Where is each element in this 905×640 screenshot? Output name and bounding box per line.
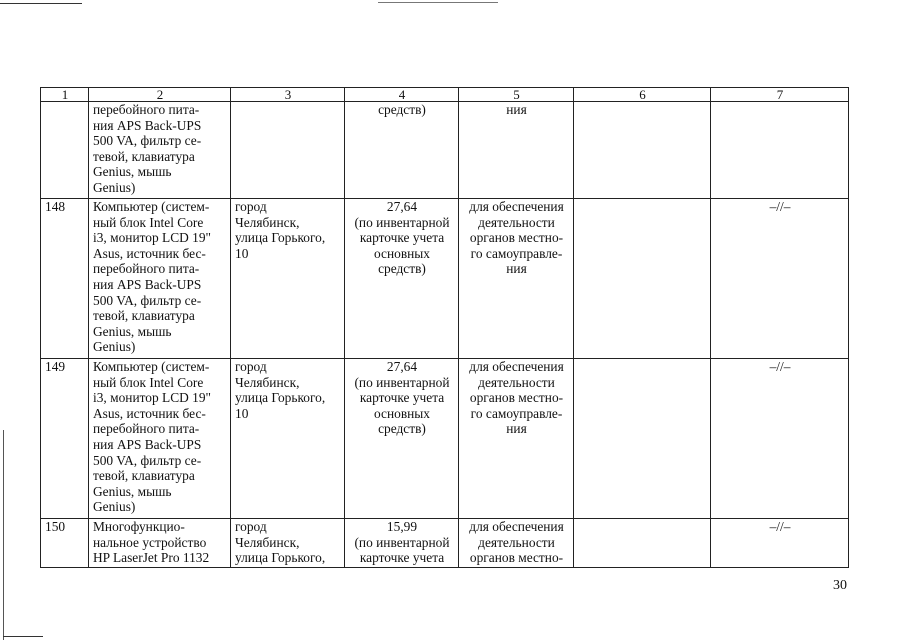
property-name-cell-line: Компьютер (систем-: [93, 199, 210, 214]
column-header: 2: [89, 88, 231, 102]
property-name-cell-line: Компьютер (систем-: [93, 359, 210, 374]
property-name-cell-line: i3, монитор LCD 19": [93, 390, 212, 406]
cost-cell-line: (по инвентарной: [354, 534, 450, 550]
table-row: [41, 359, 849, 519]
address-cell-line: 10: [235, 405, 249, 421]
cost-cell-line: 15,99: [386, 519, 418, 534]
purpose-cell-line: деятельности: [478, 374, 555, 390]
property-name-cell-line: Многофункцио-: [93, 519, 185, 534]
property-name-cell-line: ния APS Back-UPS: [93, 436, 202, 452]
address-cell-line: город: [235, 519, 267, 534]
property-name-cell: [89, 359, 231, 519]
property-name-cell: [89, 199, 231, 359]
address-cell: [231, 199, 345, 359]
scan-edge-top-mid: [378, 2, 498, 3]
address-cell-line: улица Горького,: [235, 230, 326, 246]
property-name-cell-line: тевой, клавиатура: [93, 148, 195, 164]
column7-cell: –//–: [711, 519, 849, 568]
property-name-cell-line: ный блок Intel Core: [93, 374, 204, 390]
row-number-cell: [41, 102, 89, 199]
purpose-cell-line: деятельности: [478, 214, 555, 230]
purpose-cell: [459, 519, 574, 568]
cost-cell-line: 27,64: [386, 199, 418, 214]
cost-cell-line: средств): [378, 261, 426, 277]
address-cell-line: город: [235, 199, 267, 214]
property-name-cell-line: Genius): [93, 499, 136, 515]
address-cell-line: Челябинск,: [235, 374, 300, 390]
address-cell: [231, 359, 345, 519]
column6-cell: [574, 359, 711, 519]
property-name-cell-line: HP LaserJet Pro 1132: [93, 550, 210, 566]
purpose-cell-line: ния: [506, 102, 527, 117]
row-number-cell: 150: [41, 519, 89, 568]
row-number-cell: 149: [41, 359, 89, 519]
table-row: [41, 102, 849, 199]
table-row: [41, 199, 849, 359]
property-name-cell-line: Asus, источник бес-: [93, 245, 206, 261]
property-name-cell-line: Asus, источник бес-: [93, 405, 206, 421]
column-header: 3: [231, 88, 345, 102]
property-name-cell-line: тевой, клавиатура: [93, 468, 195, 484]
cost-cell-line: карточке учета: [359, 390, 445, 406]
property-name-cell-line: ния APS Back-UPS: [93, 276, 202, 292]
cost-cell-line: карточке учета: [359, 550, 445, 566]
cost-cell: [345, 102, 459, 199]
scan-edge-bottom-left: [3, 636, 43, 637]
column-header: 5: [459, 88, 574, 102]
scan-edge-top-left: [0, 3, 82, 4]
page-number: 30: [833, 578, 847, 593]
column-header: 7: [711, 88, 849, 102]
column6-cell: [574, 519, 711, 568]
cost-cell: [345, 199, 459, 359]
property-name-cell-line: 500 VA, фильтр се-: [93, 292, 202, 308]
table-row: [41, 519, 849, 568]
cost-cell-line: (по инвентарной: [354, 374, 450, 390]
address-cell-line: улица Горького,: [235, 390, 326, 406]
address-cell-line: город: [235, 359, 267, 374]
purpose-cell-line: ния: [506, 421, 527, 437]
purpose-cell: [459, 359, 574, 519]
address-cell: [231, 102, 345, 199]
property-name-cell-line: Genius, мышь: [93, 164, 172, 180]
purpose-cell-line: органов местно-: [469, 390, 564, 406]
column6-cell: [574, 199, 711, 359]
row-number-cell: 148: [41, 199, 89, 359]
purpose-cell-line: для обеспечения: [469, 519, 564, 534]
purpose-cell-line: органов местно-: [469, 230, 564, 246]
property-name-cell-line: Genius, мышь: [93, 323, 172, 339]
property-name-cell-line: Genius, мышь: [93, 483, 172, 499]
address-cell: [231, 519, 345, 568]
property-name-cell-line: 500 VA, фильтр се-: [93, 452, 202, 468]
column7-cell: [711, 102, 849, 199]
purpose-cell-line: го самоуправле-: [470, 245, 563, 261]
registry-body: [41, 102, 849, 568]
purpose-cell-line: органов местно-: [469, 550, 564, 566]
cost-cell-line: средств): [378, 421, 426, 437]
address-cell-line: 10: [235, 245, 249, 261]
property-name-cell-line: i3, монитор LCD 19": [93, 230, 212, 246]
cost-cell-line: средств): [378, 102, 426, 117]
property-name-cell-line: Genius): [93, 339, 136, 355]
purpose-cell-line: для обеспечения: [469, 359, 564, 374]
purpose-cell-line: го самоуправле-: [470, 405, 563, 421]
cost-cell-line: основных: [373, 405, 430, 421]
address-cell-line: Челябинск,: [235, 214, 300, 230]
cost-cell-line: карточке учета: [359, 230, 445, 246]
property-name-cell-line: перебойного пита-: [93, 102, 200, 117]
purpose-cell: [459, 199, 574, 359]
purpose-cell-line: деятельности: [478, 534, 555, 550]
property-name-cell-line: перебойного пита-: [93, 261, 200, 277]
cost-cell: [345, 519, 459, 568]
column7-cell: –//–: [711, 359, 849, 519]
property-name-cell-line: 500 VA, фильтр се-: [93, 133, 202, 149]
property-name-cell-line: перебойного пита-: [93, 421, 200, 437]
column-header: 1: [41, 88, 89, 102]
purpose-cell-line: для обеспечения: [469, 199, 564, 214]
column7-cell: –//–: [711, 199, 849, 359]
property-name-cell-line: ный блок Intel Core: [93, 214, 204, 230]
cost-cell-line: основных: [373, 245, 430, 261]
property-name-cell-line: Genius): [93, 179, 136, 195]
scan-edge-left: [3, 430, 4, 640]
property-registry-table: [40, 87, 849, 568]
property-name-cell-line: нальное устройство: [93, 534, 207, 550]
column-header: 4: [345, 88, 459, 102]
address-cell-line: улица Горького,: [235, 550, 326, 566]
property-name-cell: [89, 102, 231, 199]
purpose-cell-line: ния: [506, 261, 527, 277]
cost-cell-line: (по инвентарной: [354, 214, 450, 230]
column6-cell: [574, 102, 711, 199]
column-header: 6: [574, 88, 711, 102]
property-name-cell: [89, 519, 231, 568]
property-name-cell-line: тевой, клавиатура: [93, 308, 195, 324]
cost-cell-line: 27,64: [386, 359, 418, 374]
address-cell-line: Челябинск,: [235, 534, 300, 550]
column-number-header-row: [41, 88, 849, 102]
property-name-cell-line: ния APS Back-UPS: [93, 117, 202, 133]
purpose-cell: [459, 102, 574, 199]
cost-cell: [345, 359, 459, 519]
